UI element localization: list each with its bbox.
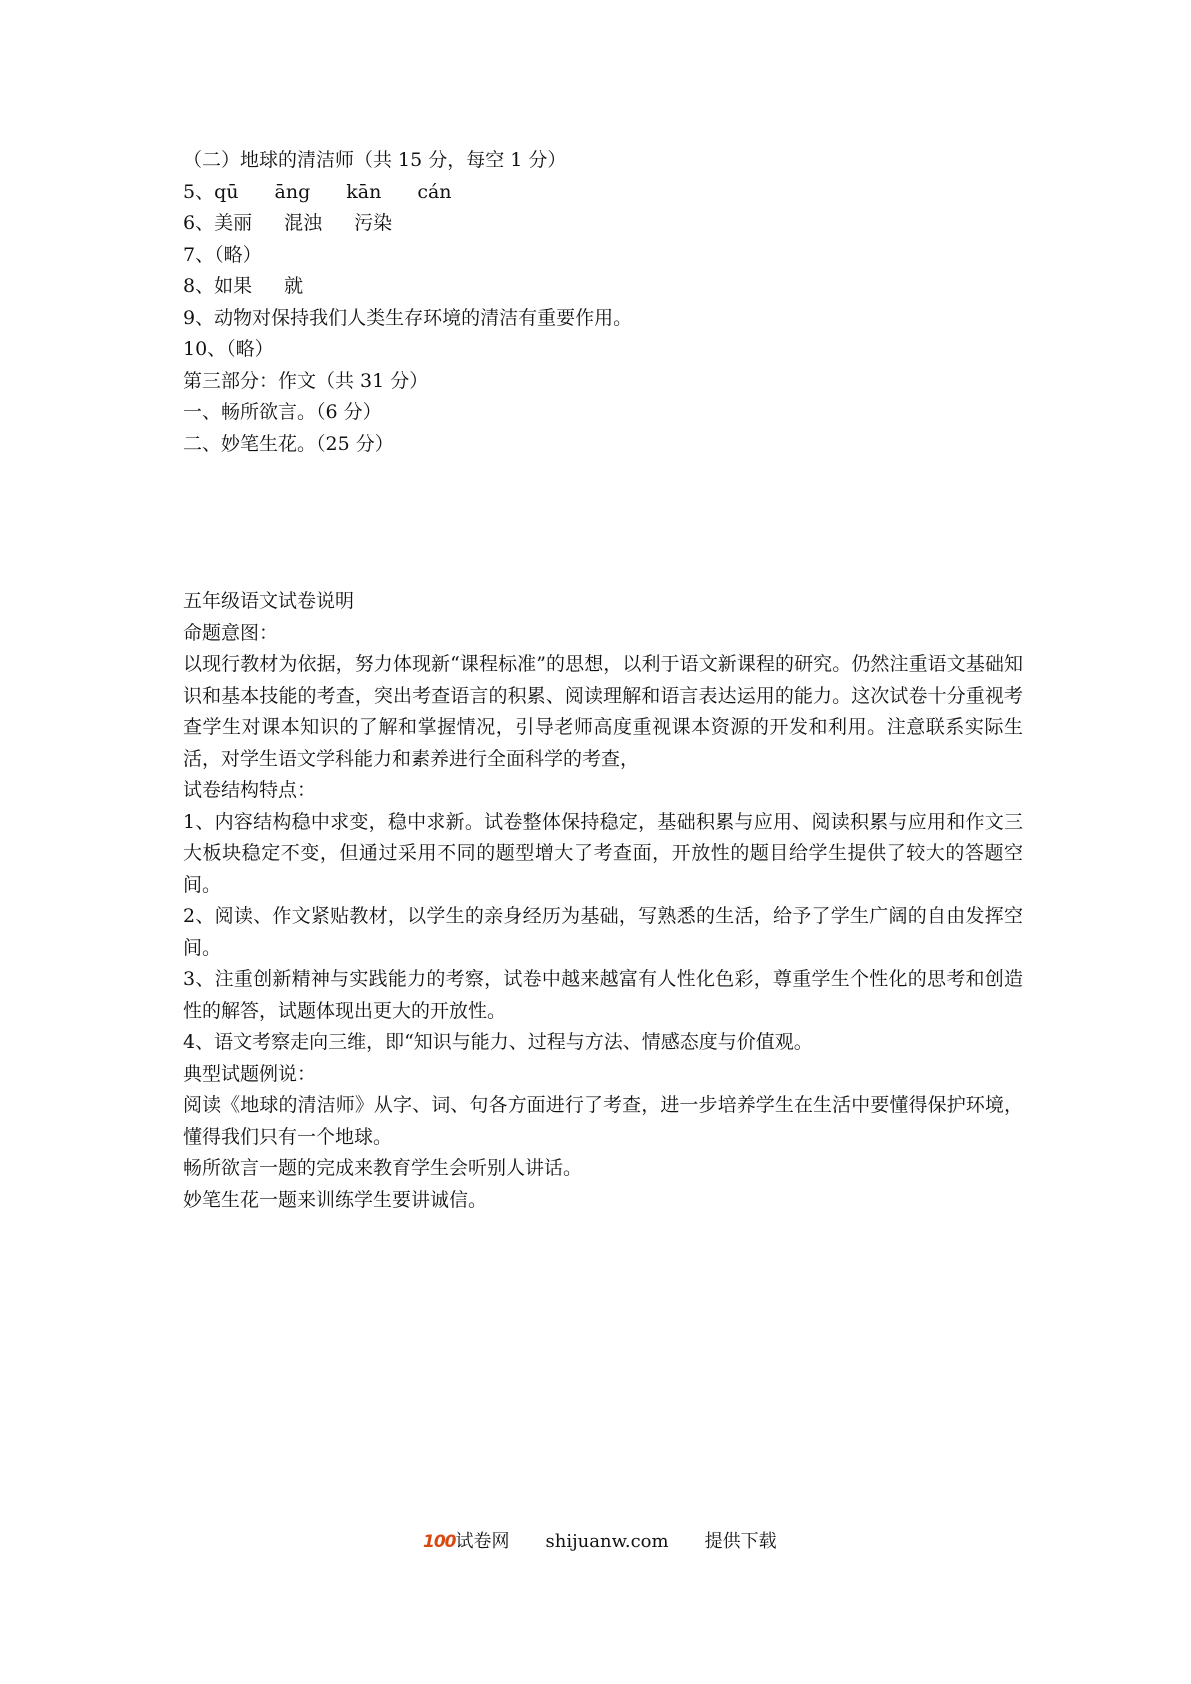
word-answer: 如果 [214, 275, 253, 297]
document-body [183, 145, 1023, 1216]
answer-q9: 9、动物对保持我们人类生存环境的清洁有重要作用。 [183, 306, 633, 329]
site-logo-number: 100 [423, 1532, 456, 1552]
intent-paragraph: 以现行教材为依据，努力体现新“课程标准”的思想，以利于语文新课程的研究。仍然注重语文基础知识和基本技能的考查，突出考查语言的积累、阅读理解和语言表达运用的能力。这次试卷十分重视考查学生对课本知识的了解和掌握情况，引导老师高度重视课本资源的开发和利用。注意联系实际生活，对学生语文学科能力和素养进行全面科学的考查， [183, 653, 1023, 770]
example-paragraph: 妙笔生花一题来训练学生要讲诚信。 [183, 1188, 488, 1211]
explanation-title: 五年级语文试卷说明 [183, 590, 355, 612]
pinyin-answer: cán [417, 180, 452, 203]
spacer [183, 460, 1023, 586]
question-number: 8、 [183, 275, 215, 297]
site-url[interactable]: shijuanw.com [545, 1531, 669, 1552]
answer-q6 [183, 208, 1023, 240]
part3-heading: 第三部分：作文（共 31 分） [183, 369, 429, 392]
word-answer: 美丽 [214, 212, 253, 234]
question-number: 6、 [183, 212, 215, 234]
part3-item: 二、妙笔生花。（25 分） [183, 432, 394, 455]
question-number: 5、 [183, 180, 215, 203]
structure-heading: 试卷结构特点： [183, 779, 317, 801]
pinyin-answer: qū [214, 180, 239, 203]
word-answer: 就 [284, 275, 304, 297]
structure-point: 4、语文考察走向三维，即“知识与能力、过程与方法、情感态度与价值观。 [183, 1031, 813, 1053]
answer-q7: 7、（略） [183, 243, 262, 266]
example-paragraph: 畅所欲言一题的完成来教育学生会听别人讲话。 [183, 1157, 583, 1179]
answer-q8 [183, 271, 1023, 303]
answer-q5 [183, 177, 1023, 209]
pinyin-answer: āng [274, 180, 311, 203]
pinyin-answer: kān [346, 180, 382, 203]
structure-point: 3、注重创新精神与实践能力的考察，试卷中越来越富有人性化色彩，尊重学生个性化的思考和创造性的解答，试题体现出更大的开放性。 [183, 968, 1023, 1022]
word-answer: 污染 [354, 212, 393, 234]
answer-q10: 10、（略） [183, 338, 274, 360]
examples-heading: 典型试题例说： [183, 1062, 317, 1085]
site-logo-text: 试卷网 [455, 1531, 510, 1552]
section-heading: （二）地球的清洁师（共 15 分，每空 1 分） [183, 149, 567, 171]
page-footer [423, 1529, 777, 1555]
structure-point: 2、阅读、作文紧贴教材，以学生的亲身经历为基础，写熟悉的生活，给予了学生广阔的自由发挥空间。 [183, 905, 1023, 959]
example-paragraph: 阅读《地球的清洁师》从字、词、句各方面进行了考查，进一步培养学生在生活中要懂得保护环境，懂得我们只有一个地球。 [183, 1094, 1023, 1148]
word-answer: 混浊 [284, 212, 323, 234]
intent-heading: 命题意图： [183, 621, 279, 644]
structure-point: 1、内容结构稳中求变，稳中求新。试卷整体保持稳定，基础积累与应用、阅读积累与应用和作文三大板块稳定不变，但通过采用不同的题型增大了考查面，开放性的题目给学生提供了较大的答题空间。 [183, 810, 1023, 896]
part3-item: 一、畅所欲言。（6 分） [183, 401, 382, 423]
footer-note: 提供下载 [704, 1531, 777, 1552]
